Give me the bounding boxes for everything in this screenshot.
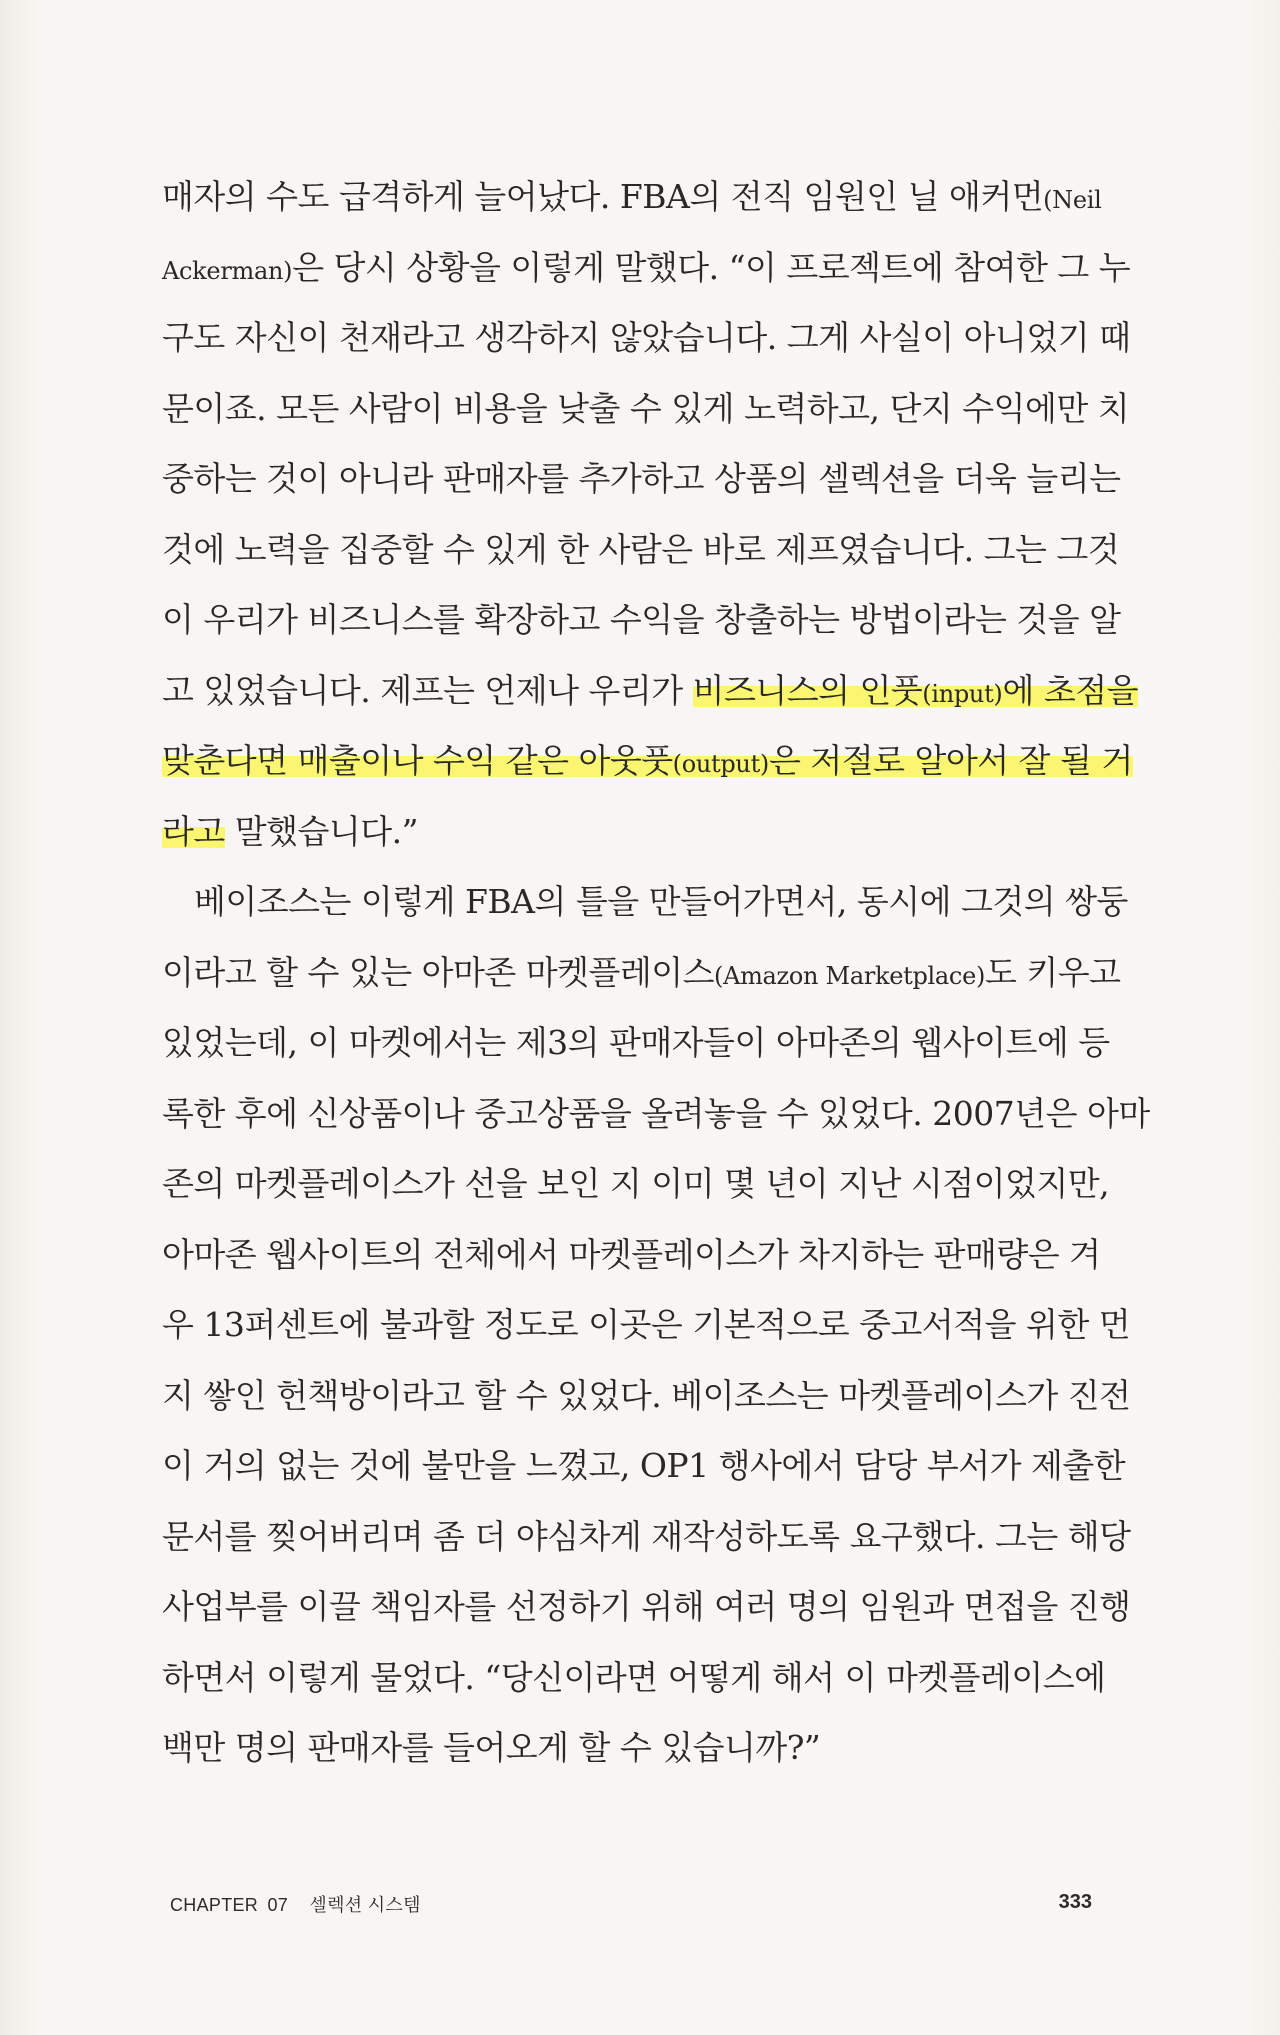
highlighted-text: 라고 xyxy=(162,811,225,851)
text-segment: 이라고 할 수 있는 아마존 마켓플레이스 xyxy=(162,952,714,992)
text-segment: (output) xyxy=(672,750,769,778)
text-line: 백만 명의 판매자를 들어오게 할 수 있습니까?” xyxy=(162,1728,821,1767)
text-line: 이 우리가 비즈니스를 확장하고 수익을 창출하는 방법이라는 것을 알 xyxy=(162,600,1121,639)
text-segment: 매자의 수도 급격하게 늘어났다. FBA의 전직 임원인 닐 애커먼 xyxy=(162,177,1044,216)
text-line xyxy=(162,938,1121,1009)
text-line: 문이죠. 모든 사람이 비용을 낮출 수 있게 노력하고, 단지 수익에만 치 xyxy=(162,388,1130,428)
chapter-label: CHAPTER xyxy=(170,1895,259,1915)
chapter-title: 셀렉션 시스템 xyxy=(309,1895,421,1915)
text-line: 이 거의 없는 것에 불만을 느꼈고, OP1 행사에서 담당 부서가 제출한 xyxy=(162,1446,1126,1485)
text-line xyxy=(162,656,1138,727)
text-line: 중하는 것이 아니라 판매자를 추가하고 상품의 셀렉션을 더욱 늘리는 xyxy=(162,459,1121,498)
text-line: 존의 마켓플레이스가 선을 보인 지 이미 몇 년이 지난 시점이었지만, xyxy=(162,1164,1110,1203)
body-text xyxy=(162,162,1150,1784)
text-segment: 고 있었습니다. 제프는 언제나 우리가 xyxy=(162,670,693,710)
highlighted-text xyxy=(693,671,1138,710)
text-line: 베이조스는 이렇게 FBA의 틀을 만들어가면서, 동시에 그것의 쌍둥 xyxy=(194,882,1128,921)
text-segment: (Neil xyxy=(1043,186,1102,214)
page-number: 333 xyxy=(1058,1891,1092,1913)
text-segment: 은 당시 상황을 이렇게 말했다. “이 프로젝트에 참여한 그 누 xyxy=(292,247,1131,287)
text-segment: 맞춘다면 매출이나 수익 같은 아웃풋 xyxy=(162,741,673,780)
text-segment: 은 저절로 알아서 잘 될 거 xyxy=(768,741,1133,780)
text-line xyxy=(162,162,1102,233)
text-line xyxy=(162,233,1131,304)
text-line xyxy=(162,726,1133,797)
text-segment: (input) xyxy=(922,679,1003,708)
text-segment: 도 키우고 xyxy=(985,952,1121,992)
text-segment: 에 초점을 xyxy=(1002,670,1138,710)
text-segment: (Amazon Marketplace) xyxy=(714,961,986,990)
text-line: 하면서 이렇게 물었다. “당신이라면 어떻게 해서 이 마켓플레이스에 xyxy=(162,1657,1106,1697)
text-line: 아마존 웹사이트의 전체에서 마켓플레이스가 차지하는 판매량은 겨 xyxy=(162,1234,1101,1274)
text-line: 록한 후에 신상품이나 중고상품을 올려놓을 수 있었다. 2007년은 아마 xyxy=(162,1093,1150,1133)
text-segment: 비즈니스의 인풋 xyxy=(692,670,923,710)
chapter-number: 07 xyxy=(267,1895,289,1915)
text-line: 지 쌓인 헌책방이라고 할 수 있었다. 베이조스는 마켓플레이스가 진전 xyxy=(162,1375,1131,1415)
text-line: 구도 자신이 천재라고 생각하지 않았습니다. 그게 사실이 아니었기 때 xyxy=(162,318,1131,357)
text-segment: Ackerman) xyxy=(162,256,293,285)
highlighted-text xyxy=(162,741,1133,780)
text-line: 문서를 찢어버리며 좀 더 야심차게 재작성하도록 요구했다. 그는 해당 xyxy=(162,1516,1131,1556)
text-segment: 말했습니다.” xyxy=(224,811,419,851)
text-line: 것에 노력을 집중할 수 있게 한 사람은 바로 제프였습니다. 그는 그것 xyxy=(162,529,1120,569)
text-line xyxy=(162,797,1098,868)
chapter-footer xyxy=(170,1891,421,1917)
text-line: 있었는데, 이 마켓에서는 제3의 판매자들이 아마존의 웹사이트에 등 xyxy=(162,1023,1110,1062)
text-line: 우 13퍼센트에 불과할 정도로 이곳은 기본적으로 중고서적을 위한 먼 xyxy=(162,1305,1131,1344)
text-line: 사업부를 이끌 책임자를 선정하기 위해 여러 명의 임원과 면접을 진행 xyxy=(162,1587,1131,1626)
